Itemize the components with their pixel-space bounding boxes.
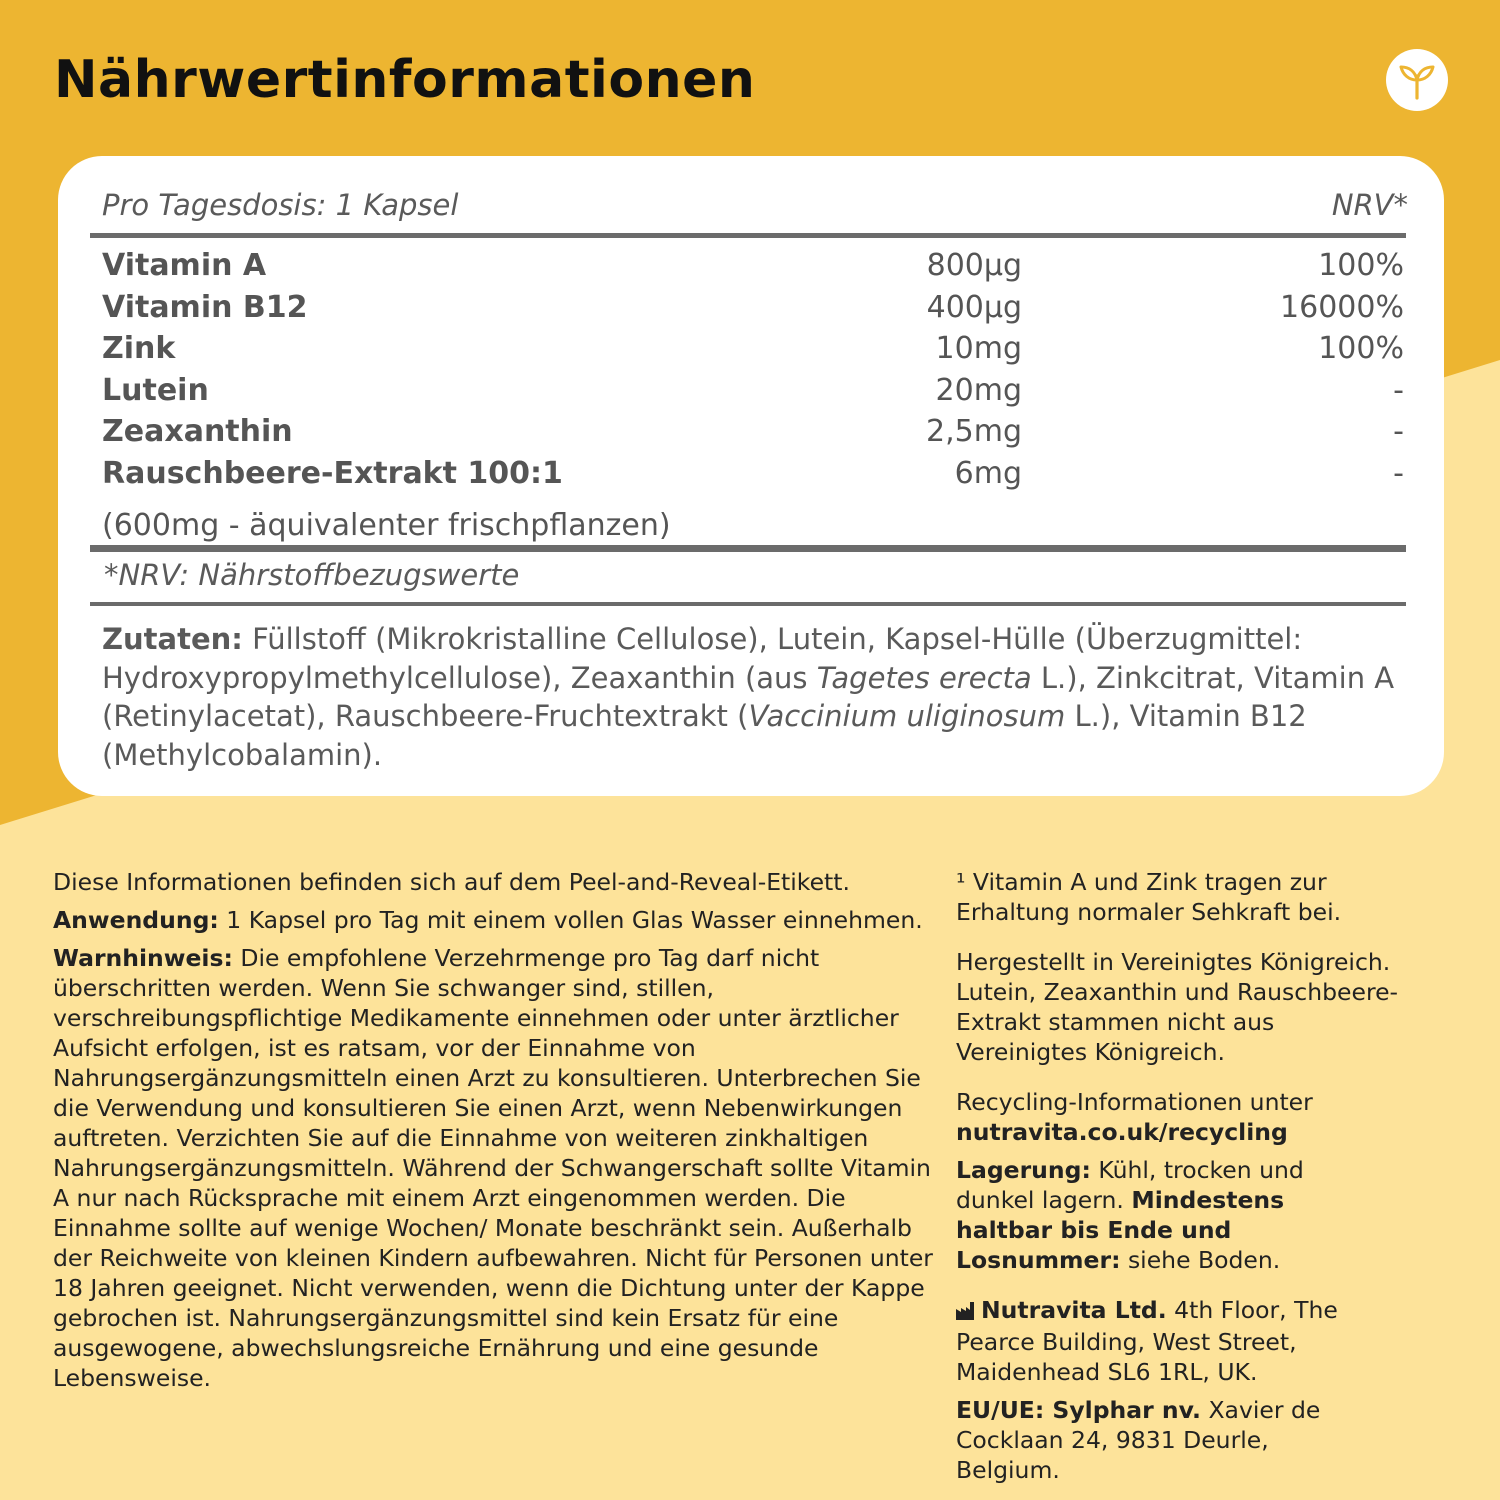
ingredients-text-3: L.), Vitamin B12 (Methylcobalamin). — [102, 699, 1307, 772]
usage-instructions: 1 Kapsel pro Tag mit einem vollen Glas Wasser einnehmen. — [218, 906, 923, 934]
nutrient-name: Vitamin B12 — [102, 289, 308, 325]
nrv-header: NRV* — [1331, 188, 1408, 222]
ingredients-text-1: Füllstoff (Mikrokristalline Cellulose), Lutein, Kapsel-Hülle (Überzugmittel: Hydroxypropylmethylcellulose), Zeaxanthin (aus — [102, 622, 1303, 695]
warning-text — [53, 943, 933, 1393]
best-before-text: siehe Boden. — [1120, 1246, 1281, 1274]
eu-representative — [956, 1395, 1376, 1485]
table-row — [102, 456, 1408, 498]
species-vaccinium: Vaccinium uliginosum — [748, 699, 1066, 733]
ingredients-label: Zutaten: — [102, 622, 243, 656]
origin-note: Hergestellt in Vereinigtes Königreich. Lutein, Zeaxanthin und Rauschbeere-Extrakt stammen nicht aus Vereinigtes Königreich. — [956, 948, 1399, 1066]
ingredients-text-2: L.), Zinkcitrat, Vitamin A (Retinylacetat), Rauschbeere-Fruchtextrakt ( — [102, 660, 1395, 733]
eu-label: EU/UE: Sylphar nv. — [956, 1396, 1201, 1424]
manufacturer-info — [956, 1295, 1356, 1387]
table-row — [102, 331, 1408, 373]
nutrient-amount: 6mg — [954, 455, 1022, 491]
nutrition-card — [58, 156, 1444, 796]
nutrient-amount: 10mg — [935, 331, 1022, 366]
nutrient-nrv: - — [1393, 414, 1404, 449]
best-before-label: Mindestens haltbar bis Ende und Losnummer: — [956, 1186, 1285, 1274]
nutrient-name: Vitamin A — [102, 248, 267, 283]
table-row — [102, 414, 1408, 456]
warning-label: Warnhinweis: — [53, 944, 233, 972]
storage-info — [956, 1155, 1386, 1275]
storage-text: Kühl, trocken und dunkel lagern. — [956, 1156, 1304, 1214]
usage-label: Anwendung: — [53, 906, 219, 934]
nutrient-nrv: - — [1393, 455, 1404, 491]
recycling-link[interactable]: nutravita.co.uk/recycling — [956, 1118, 1288, 1146]
eu-address: Xavier de Cocklaan 24, 9831 Deurle, Belgium. — [956, 1396, 1321, 1484]
info-column — [956, 867, 1476, 1485]
sprout-icon — [1386, 49, 1448, 111]
nutrient-amount: 800µg — [926, 248, 1022, 283]
nutrient-name: Rauschbeere-Extrakt 100:1 — [102, 455, 563, 491]
usage-text — [53, 905, 933, 935]
manufacturer-address: 4th Floor, The Pearce Building, West Street, Maidenhead SL6 1RL, UK. — [956, 1296, 1338, 1386]
nutrient-rows — [102, 248, 1408, 497]
dose-label: Pro Tagesdosis: 1 Kapsel — [102, 188, 459, 222]
table-row — [102, 248, 1408, 290]
page-title: Nährwertinformationen — [54, 50, 756, 110]
nutrient-amount: 400µg — [926, 289, 1022, 325]
nutrient-nrv: 100% — [1318, 248, 1404, 283]
nutrient-name: Zink — [102, 331, 176, 366]
peel-reveal-note: Diese Informationen befinden sich auf dem Peel-and-Reveal-Etikett. — [53, 868, 850, 896]
recycling-text: Recycling-Informationen unter — [956, 1088, 1313, 1116]
table-header — [102, 188, 1408, 228]
nutrient-amount: 2,5mg — [926, 414, 1022, 449]
table-row — [102, 373, 1408, 415]
species-tagetes: Tagetes erecta — [816, 660, 1032, 695]
nutrient-name: Zeaxanthin — [102, 414, 293, 449]
nutrient-nrv: 100% — [1318, 331, 1404, 366]
nrv-footnote: *NRV: Nährstoffbezugswerte — [104, 558, 520, 592]
factory-icon — [956, 1297, 977, 1327]
header-divider — [90, 233, 1406, 238]
extract-equivalent-note: (600mg - äquivalenter frischpflanzen) — [102, 508, 671, 543]
table-bottom-divider — [90, 545, 1406, 552]
table-row — [102, 290, 1408, 332]
vision-claim: ¹ Vitamin A und Zink tragen zur Erhaltung normaler Sehkraft bei. — [956, 868, 1342, 926]
recycling-info — [956, 1087, 1476, 1147]
footnote-divider — [90, 602, 1406, 606]
nutrient-nrv: 16000% — [1280, 289, 1404, 325]
storage-label: Lagerung: — [956, 1156, 1091, 1184]
nutrient-nrv: - — [1393, 372, 1404, 408]
warning-body: Die empfohlene Verzehrmenge pro Tag darf nicht überschritten werden. Wenn Sie schwanger sind, stillen, verschreibungspflichtige Medikamente einnehmen oder unter ärztlicher Aufsicht erfolgen, ist es ratsam, vor der Einnahme von Nahrungsergänzungsmitteln einen Arzt zu konsultieren. Unterbrechen Sie die Verwendung und konsultieren Sie einen Arzt, wenn Nebenwirkungen auftreten. Verzichten Sie auf die Einnahme von weiteren zinkhaltigen Nahrungsergänzungsmitteln. Während der Schwangerschaft sollte Vitamin A nur nach Rücksprache mit einem Arzt eingenommen werden. Die Einnahme sollte auf wenige Wochen/ Monate beschränkt sein. Außerhalb der Reichweite von kleinen Kindern aufbewahren. Nicht für Personen unter 18 Jahren geeignet. Nicht verwenden, wenn die Dichtung unter der Kappe gebrochen ist. Nahrungsergänzungsmittel sind kein Ersatz für eine ausgewogene, abwechslungsreiche Ernährung und eine gesunde Lebensweise. — [53, 944, 933, 1392]
nutrient-amount: 20mg — [935, 372, 1022, 408]
nutrient-name: Lutein — [102, 372, 209, 408]
manufacturer-name: Nutravita Ltd. — [981, 1296, 1167, 1324]
ingredients-list — [102, 620, 1402, 774]
usage-warnings-column — [53, 867, 933, 1393]
